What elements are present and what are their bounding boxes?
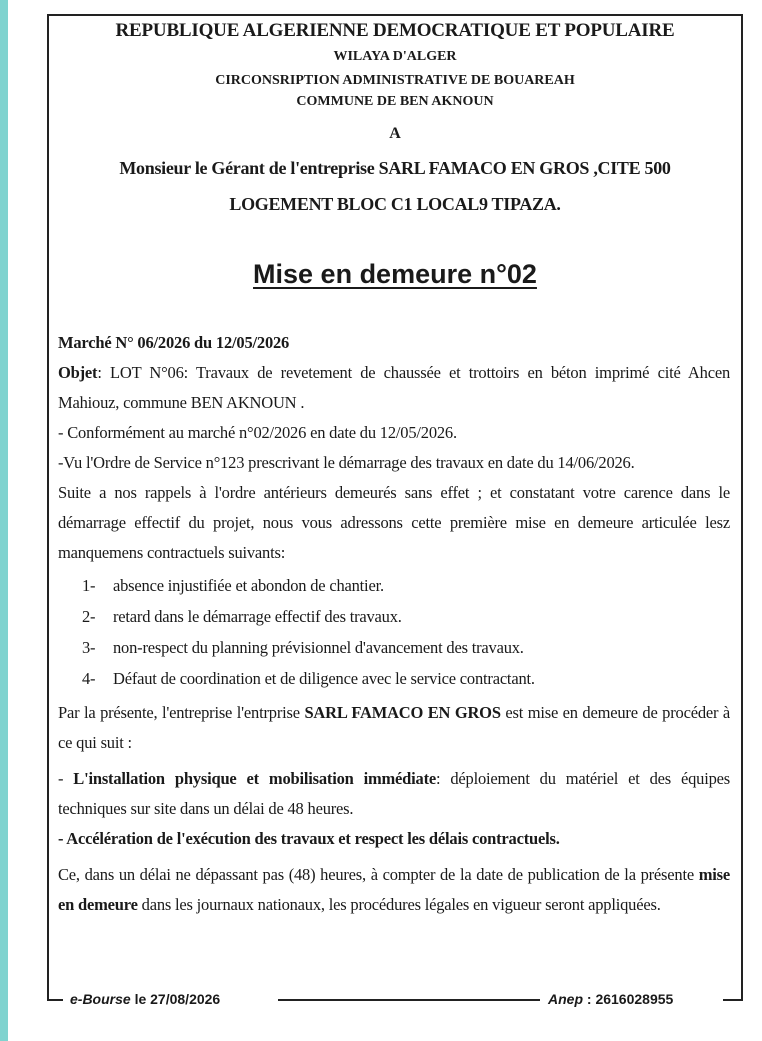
recipient-to: A (389, 125, 401, 142)
list-item-text: non-respect du planning prévisionnel d'avancement des travaux. (113, 638, 524, 657)
list-item (58, 570, 730, 601)
manquements-list (58, 570, 730, 694)
footer-source (70, 989, 220, 1009)
installation-paragraph (58, 764, 730, 824)
list-item (58, 601, 730, 632)
ordre-service-paragraph: -Vu l'Ordre de Service n°123 prescrivant le démarrage des travaux en date du 14/06/2026. (58, 453, 635, 472)
conformement-paragraph: - Conformément au marché n°02/2026 en date du 12/05/2026. (58, 423, 457, 442)
recipient-address-line2: LOGEMENT BLOC C1 LOCAL9 TIPAZA. (229, 194, 561, 214)
recipient-address-line1: Monsieur le Gérant de l'entreprise SARL FAMACO EN GROS ,CITE 500 (119, 158, 671, 178)
document-title (60, 259, 730, 290)
acceleration-paragraph (58, 824, 730, 854)
objet-text: : LOT N°06: Travaux de revetement de chaussée et trottoirs en béton imprimé cité Ahcen Mahiouz, commune BEN AKNOUN . (58, 363, 730, 412)
header-republique: REPUBLIQUE ALGERIENNE DEMOCRATIQUE ET POPULAIRE (115, 20, 675, 41)
footer-anep-label: Anep (548, 991, 583, 1007)
list-item-number: 1- (82, 576, 96, 595)
frame-bottom-rule (723, 999, 743, 1001)
footer-anep-value: : 2616028955 (583, 991, 674, 1007)
footer-source-name: e-Bourse (70, 991, 131, 1007)
document-title-text: Mise en demeure n°02 (253, 259, 537, 289)
acceleration-text: - Accélération de l'exécution des travaux et respect les délais contractuels. (58, 829, 560, 848)
document-body (58, 328, 730, 920)
installation-rest: : déploiement du matériel et des équipes techniques sur site dans un délai de 48 heures. (58, 769, 730, 818)
list-item-number: 3- (82, 638, 96, 657)
list-item-text: retard dans le démarrage effectif des travaux. (113, 607, 402, 626)
par-text-after: est mise en demeure de procéder à ce qui suit : (58, 703, 731, 752)
header-commune: COMMUNE DE BEN AKNOUN (296, 94, 494, 109)
installation-dash: - (58, 769, 74, 788)
list-item (58, 632, 730, 663)
scan-edge-strip (0, 0, 8, 1041)
list-item-text: Défaut de coordination et de diligence avec le service contractant. (113, 669, 535, 688)
list-item-text: absence injustifiée et abondon de chantier. (113, 576, 384, 595)
installation-bold: L'installation physique et mobilisation immédiate (73, 769, 436, 788)
suite-paragraph: Suite a nos rappels à l'ordre antérieurs demeurés sans effet ; et constatant votre carence dans le démarrage effectif du projet, nous vous adressons cette première mise en demeure articulée lesz manquemens contractuels suivants: (58, 483, 730, 562)
list-item-number: 4- (82, 669, 96, 688)
header-wilaya: WILAYA D'ALGER (333, 49, 457, 64)
header-circonscription: CIRCONSRIPTION ADMINISTRATIVE DE BOUAREAH (215, 73, 575, 88)
marche-reference (58, 328, 730, 358)
list-item (58, 663, 730, 694)
objet-paragraph (58, 358, 730, 418)
footer-date: le 27/08/2026 (130, 991, 221, 1007)
delai-paragraph (58, 860, 730, 920)
frame-bottom-rule (278, 999, 540, 1001)
footer-anep (548, 989, 673, 1009)
objet-label: Objet (58, 363, 98, 382)
par-text-before: Par la présente, l'entreprise l'entrprise (58, 703, 305, 722)
marche-reference-text: Marché N° 06/2026 du 12/05/2026 (58, 333, 290, 352)
list-item-number: 2- (82, 607, 96, 626)
company-name: SARL FAMACO EN GROS (304, 703, 501, 722)
delai-text-before: Ce, dans un délai ne dépassant pas (48) heures, à compter de la date de publication de la présente (58, 865, 699, 884)
delai-bold: mise en demeure (58, 865, 730, 914)
par-la-presente-paragraph (58, 698, 730, 758)
delai-text-after: dans les journaux nationaux, les procédures légales en vigueur seront appliquées. (137, 895, 661, 914)
frame-bottom-rule (47, 999, 63, 1001)
